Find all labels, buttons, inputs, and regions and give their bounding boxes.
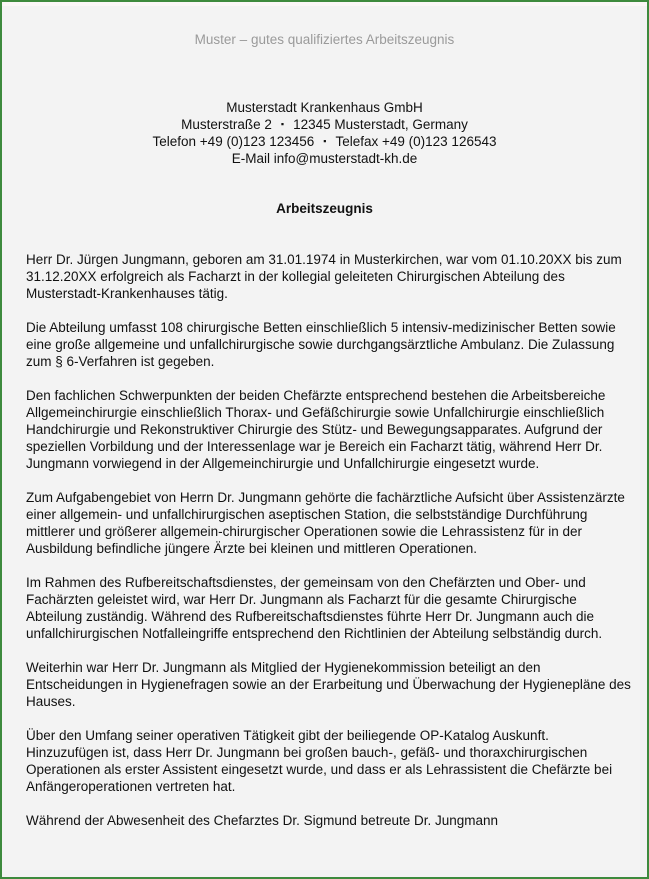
paragraph: Den fachlichen Schwerpunkten der beiden Chefärzte entsprechend bestehen die Arbeitsbereiche Allgemeinchirurgie einschließlich Thorax- und Gefäßchirurgie sowie Unfallchirurgie einschließlich Handchirurgie und Rekonstruktiver Chirurgie des Stütz- und Bewegungsapparates. Aufgrund der speziellen Vorbildung und der Interessenlage war je Bereich ein Facharzt tätig, während Herr Dr. Jungmann vorwiegend in der Allgemeinchirurgie und Unfallchirurgie eingesetzt wurde.	[26, 388, 606, 471]
page-title: Muster – gutes qualifiziertes Arbeitszeugnis	[194, 32, 455, 48]
paragraph: Herr Dr. Jürgen Jungmann, geboren am 31.01.1974 in Musterkirchen, war vom 01.10.20XX bis zum 31.12.20XX erfolgreich als Facharzt in der kollegial geleiteten Chirurgischen Abteilung des Musterstadt-Krankenhauses tätig.	[26, 252, 622, 301]
contact-line	[2, 133, 647, 150]
company-name: Musterstadt Krankenhaus GmbH	[226, 100, 423, 115]
top-strip	[2, 2, 647, 6]
email: E-Mail info@musterstadt-kh.de	[231, 151, 418, 166]
paragraph: Über den Umfang seiner operativen Tätigkeit gibt der beiliegende OP-Katalog Auskunft. Hinzuzufügen ist, dass Herr Dr. Jungmann bei großen bauch-, gefäß- und thoraxchirurgischen Operationen als erster Assistent eingesetzt wurde, und dass er als Lehrassistent die Chefärzte bei Anfängeroperationen vertreten hat.	[26, 728, 613, 794]
letterhead	[2, 99, 647, 167]
paragraph: Während der Abwesenheit des Chefarztes Dr. Sigmund betreute Dr. Jungmann	[26, 813, 499, 828]
address-line	[2, 116, 647, 133]
paragraph: Im Rahmen des Rufbereitschaftsdienstes, der gemeinsam von den Chefärzten und Ober- und Fachärzten geleistet wird, war Herr Dr. Jungmann als Facharzt für die gesamte Chirurgische Abteilung zuständig. Während des Rufbereitschaftsdienstes führte Herr Dr. Jungmann auch die unfallchirurgischen Notfalleingriffe entsprechend den Richtlinien der Abteilung selbständig durch.	[26, 575, 603, 641]
city: 12345 Musterstadt, Germany	[293, 117, 468, 132]
paragraph: Zum Aufgabengebiet von Herrn Dr. Jungmann gehörte die fachärztliche Aufsicht über Assistenzärzte einer allgemein- und unfallchirurgischen aseptischen Station, die selbstständige Durchführung mittlerer und größerer allgemein-chirurgischer Operationen sowie die Lehrassistenz für in der Ausbildung befindliche jüngere Ärzte bei kleinen und mittleren Operationen.	[26, 490, 625, 556]
paragraph: Die Abteilung umfasst 108 chirurgische Betten einschließlich 5 intensiv-medizinischer Betten sowie eine große allgemeine und unfallchirurgische sowie durchgangsärztliche Ambulanz. Die Zulassung zum § 6-Verfahren ist gegeben.	[26, 320, 616, 369]
fax: Telefax +49 (0)123 126543	[335, 134, 497, 149]
document-title: Arbeitszeugnis	[276, 201, 373, 216]
separator-icon: ▪	[280, 119, 285, 129]
separator-icon: ▪	[323, 136, 327, 146]
street: Musterstraße 2	[181, 117, 272, 132]
document-body	[26, 251, 633, 846]
phone: Telefon +49 (0)123 123456	[152, 134, 315, 149]
paragraph: Weiterhin war Herr Dr. Jungmann als Mitglied der Hygienekommission beteiligt an den Entscheidungen in Hygienefragen sowie an der Erarbeitung und Überwachung der Hygienepläne des Hauses.	[26, 660, 631, 709]
